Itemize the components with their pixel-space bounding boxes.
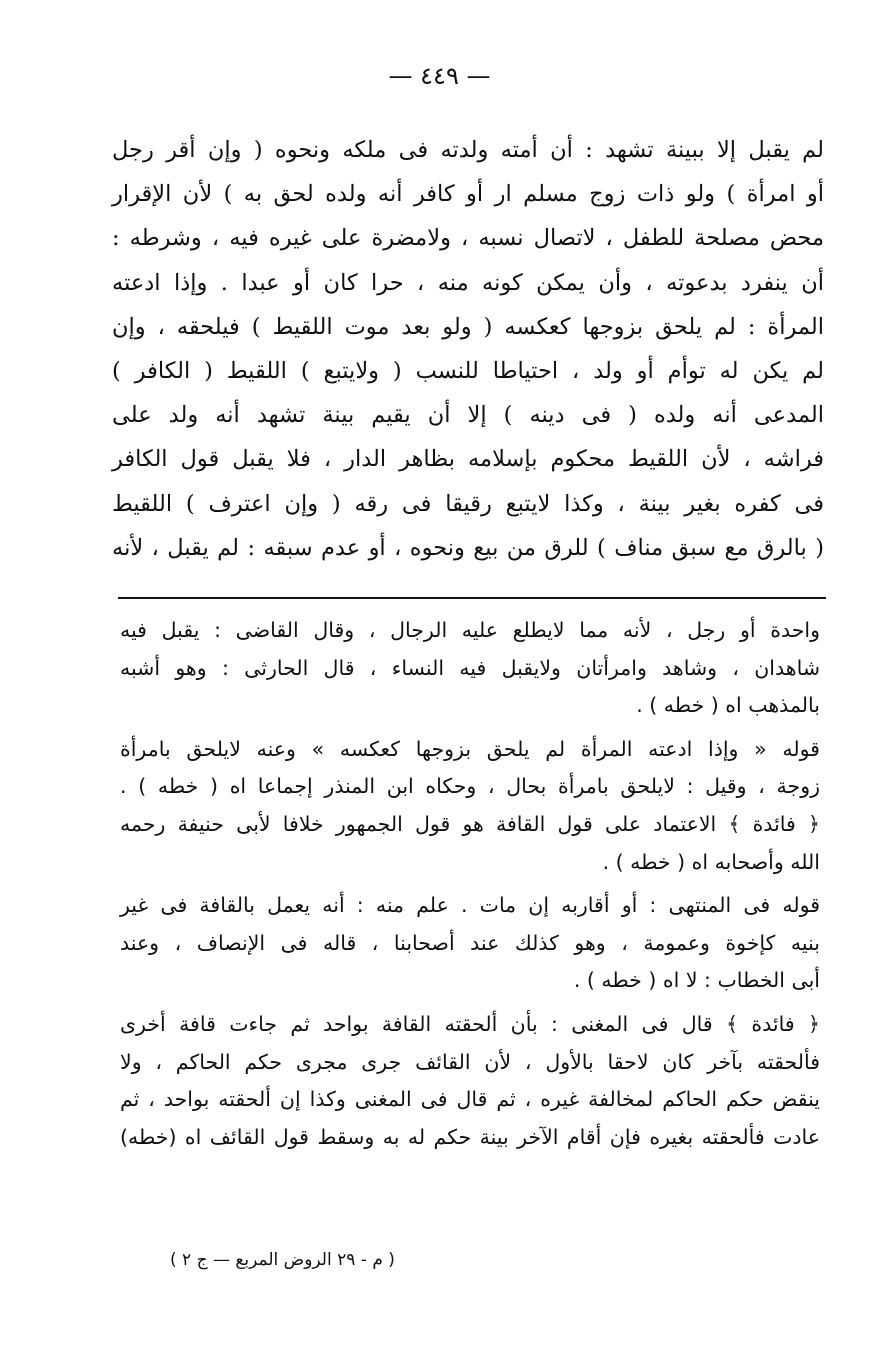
page-number: — ٤٤٩ — [388, 62, 491, 90]
footnote-line: عادت فألحقته بغيره فإن أقام الآخر بينة حكم له به وسقط قول القائف اه (خطه) [120, 1124, 820, 1149]
footnote-line: الله وأصحابه اه ( خطه ) . [602, 849, 820, 874]
main-text-line: المرأة : لم يلحق بزوجها كعكسه ( ولو بعد موت اللقيط ) فيلحقه ، وإن [112, 313, 824, 340]
footnote-paragraph [120, 612, 820, 725]
footnote-paragraph [120, 731, 820, 881]
main-text-line: المدعى أنه ولده ( فى دينه ) إلا أن يقيم بينة تشهد أنه ولد على [112, 402, 824, 429]
footnotes-block [120, 612, 820, 1156]
footnote-line: قوله « وإذا ادعته المرأة لم يلحق بزوجها كعكسه » وعنه لايلحق بامرأة [120, 736, 820, 761]
footnote-line: قوله فى المنتهى : أو أقاربه إن مات . علم منه : أنه يعمل بالقافة فى غير [120, 893, 820, 918]
footnote-divider [118, 597, 826, 599]
main-text-line: محض مصلحة للطفل ، لاتصال نسبه ، ولامضرة على غيره فيه ، وشرطه : [112, 225, 824, 252]
footnote-line: بالمذهب اه ( خطه ) . [636, 693, 820, 718]
footnote-paragraph [120, 1006, 820, 1156]
footnote-line: ﴿ فائدة ﴾ الاعتماد على قول القافة هو قول الجمهور خلافا لأبى حنيفة رحمه [120, 811, 820, 836]
main-text-line: أن ينفرد بدعوته ، وأن يمكن كونه منه ، حرا كان أو عبدا . وإذا ادعته [112, 269, 824, 296]
footnote-line: زوجة ، وقيل : لايلحق بامرأة بحال ، وحكاه ابن المنذر إجماعا اه ( خطه ) . [120, 774, 820, 799]
main-text-line: لم يقبل إلا ببينة تشهد : أن أمته ولدته فى ملكه ونحوه ( وإن أقر رجل [112, 137, 824, 163]
main-text-block [112, 128, 824, 570]
footnote-line: ﴿ فائدة ﴾ قال فى المغنى : بأن ألحقته القافة بواحد ثم جاءت قافة أخرى [120, 1011, 820, 1036]
footnote-line: بنيه كإخوة وعمومة ، وهو كذلك عند أصحابنا ، قاله فى الإنصاف ، وعند [120, 930, 820, 955]
footnote-line: شاهدان ، وشاهد وامرأتان ولايقبل فيه النساء ، قال الحارثى : وهو أشبه [120, 655, 820, 680]
main-text-line: لم يكن له توأم أو ولد ، احتياطا للنسب ( ولايتبع ) اللقيط ( الكافر ) [112, 357, 824, 384]
footnote-line: أبى الخطاب : لا اه ( خطه ) . [573, 968, 820, 993]
main-text-line: فى كفره بغير بينة ، وكذا لايتبع رقيقا فى رقه ( وإن اعترف ) اللقيط [112, 490, 824, 517]
footnote-line: واحدة أو رجل ، لأنه مما لايطلع عليه الرجال ، وقال القاضى : يقبل فيه [120, 618, 820, 642]
main-text-line: فراشه ، لأن اللقيط محكوم بإسلامه بظاهر الدار ، فلا يقبل قول الكافر [112, 446, 824, 473]
main-text-line: أو امرأة ) ولو ذات زوج مسلم ار أو كافر أنه ولده لحق به ) لأن الإقرار [112, 181, 824, 208]
footnote-paragraph [120, 887, 820, 1000]
footnote-line: فألحقته بآخر كان لاحقا بالأول ، لأن القائف جرى مجرى حكم الحاكم ، ولا [120, 1049, 820, 1074]
printer-signature: ( م - ٢٩ الروض المربع — ج ٢ ) [170, 1250, 395, 1270]
main-text-line: ( بالرق مع سبق مناف ) للرق من بيع ونحوه ، أو عدم سبقه : لم يقبل ، لأنه [112, 534, 824, 561]
footnote-line: ينقض حكم الحاكم لمخالفة غيره ، ثم قال فى المغنى وكذا إن ألحقته بواحد ، ثم [120, 1087, 820, 1112]
